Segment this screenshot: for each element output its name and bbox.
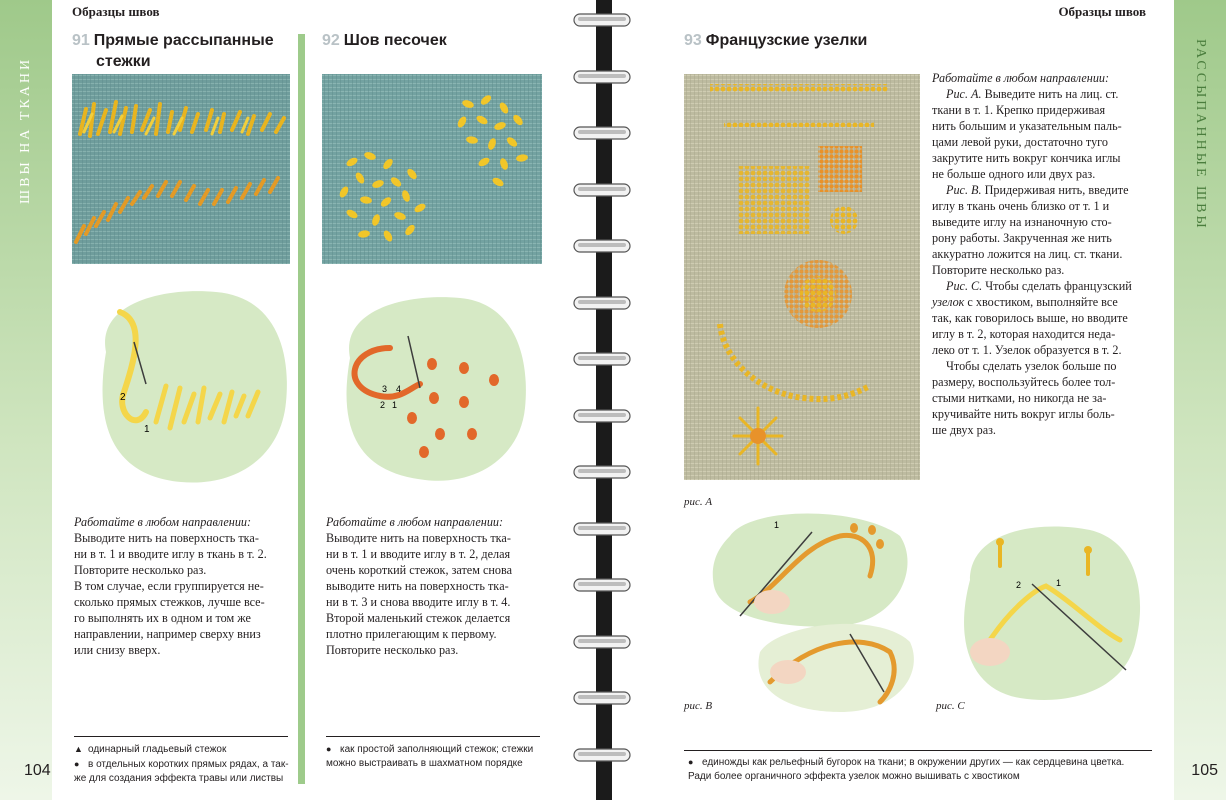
point-label: 1 <box>392 400 398 410</box>
binding-ring <box>572 517 632 541</box>
figure-label-a: рис. A <box>684 496 713 508</box>
right-side-strip <box>1174 0 1226 800</box>
footnote-line: единожды как рельефный бугорок на ткани; в окружении других — как сердцевина цветка. <box>702 757 1125 768</box>
illustration-fig-c <box>950 520 1146 706</box>
point-label: 3 <box>382 384 388 394</box>
footnote-rule-92 <box>326 736 540 737</box>
text-line: Выводите нить на поверхность тка- <box>326 531 511 545</box>
text-block-92 <box>326 514 550 658</box>
bullet-icon: ● <box>74 759 80 769</box>
text-line: сколько прямых стежков, лучше все- <box>74 595 265 609</box>
text-line: ше двух раз. <box>932 423 996 437</box>
divider-bar-91 <box>298 34 305 784</box>
footnote-93 <box>688 755 1158 784</box>
binding-ring <box>572 178 632 202</box>
footnote-line: как простой заполняющий стежок; стежки <box>340 744 534 755</box>
photo-straight-stitches <box>72 74 290 264</box>
footnote-rule-93 <box>684 750 1152 751</box>
binding-ring <box>572 460 632 484</box>
text-line: Выводите нить на поверхность тка- <box>74 531 259 545</box>
section-number: 93 <box>684 32 702 49</box>
figure-label-c: рис. C <box>936 700 965 712</box>
page-number-left: 104 <box>24 762 51 779</box>
triangle-icon: ▲ <box>74 744 83 754</box>
text-line: так, как говорилось выше, но вводите <box>932 311 1128 325</box>
text-line: размеру, воспользуйтесь более тол- <box>932 375 1116 389</box>
binding-ring <box>572 8 632 32</box>
section-number: 92 <box>322 32 340 49</box>
section-title-line2: стежки <box>96 53 151 70</box>
text-line: леко от т. 1. Узелок образуется в т. 2. <box>932 343 1122 357</box>
binding-ring <box>572 686 632 710</box>
text-line: выводите нить на поверхность ткa- <box>326 579 509 593</box>
text-line: очень короткий стежок, затем снова <box>326 563 513 577</box>
illustration-straight-stitches <box>86 282 296 492</box>
binding-ring <box>572 630 632 654</box>
text-line: Рис. А. Выведите нить на лиц. ст. <box>946 87 1119 101</box>
text-line: закрутите нить вокруг кончика иглы <box>932 151 1121 165</box>
section-91-header <box>72 30 274 72</box>
text-line: или снизу вверх. <box>74 643 161 657</box>
spiral-binding <box>572 0 632 800</box>
point-label: 1 <box>774 520 780 530</box>
text-line: ни в т. 3 и снова вводите иглу в т. 4. <box>326 595 511 609</box>
section-93-header <box>684 30 867 51</box>
binding-ring <box>572 234 632 258</box>
text-block-91 <box>74 514 298 658</box>
footnote-line: Ради более органичного эффекта узелок можно вышивать с хвостиком <box>688 771 1020 782</box>
text-line: аккуратно ложится на лиц. ст. ткани. <box>932 247 1123 261</box>
text-line: Второй маленький стежок делается <box>326 611 511 625</box>
text-block-93 <box>932 70 1162 438</box>
text-line: Рис. В. Придерживая нить, введите <box>946 183 1129 197</box>
text-lead: Работайте в любом направлении: <box>932 71 1110 85</box>
text-line: кручивайте нить вокруг иглы боль- <box>932 407 1115 421</box>
running-head-left: Образцы швов <box>72 4 160 19</box>
text-line: выведите иглу на изнаночную сто- <box>932 215 1112 229</box>
binding-ring <box>572 404 632 428</box>
illustration-seed-stitch <box>330 288 530 488</box>
section-title: Шов песочек <box>343 32 447 49</box>
binding-ring <box>572 347 632 371</box>
text-line: го выполнять их в одном и том же <box>74 611 251 625</box>
text-line: плотно прилегающим к первому. <box>326 627 497 641</box>
side-title-left: ШВЫ НА ТКАНИ <box>18 56 33 204</box>
text-lead: Работайте в любом направлении: <box>326 515 504 529</box>
point-label: 1 <box>1056 578 1062 588</box>
text-line: Повторите несколько раз. <box>932 263 1065 277</box>
text-lead: Работайте в любом направлении: <box>74 515 252 529</box>
photo-seed-stitch <box>322 74 542 264</box>
text-line: не больше одного или двух раз. <box>932 167 1096 181</box>
text-line: ткани в т. 1. Крепко придерживая <box>932 103 1106 117</box>
binding-ring <box>572 573 632 597</box>
footnote-line: можно выстраивать в шахматном порядке <box>326 758 523 769</box>
footnote-92 <box>326 742 556 771</box>
text-line: рону работы. Закрученная же нить <box>932 231 1112 245</box>
text-line: нить большим и указательным паль- <box>932 119 1122 133</box>
footnote-line: в отдельных коротких прямых рядах, а так- <box>88 759 289 770</box>
text-line: узелок с хвостиком, выполняйте все <box>932 295 1118 309</box>
point-label: 1 <box>144 424 150 435</box>
text-line: ни в т. 1 и вводите иглу в ткань в т. 2. <box>74 547 267 561</box>
text-line: ни в т. 1 и вводите иглу в т. 2, делая <box>326 547 511 561</box>
illustration-fig-b <box>740 612 924 716</box>
section-title: Французские узелки <box>705 32 868 49</box>
binding-ring <box>572 291 632 315</box>
section-number: 91 <box>72 32 90 49</box>
binding-ring <box>572 121 632 145</box>
page-number-right: 105 <box>1191 762 1218 779</box>
point-label: 2 <box>380 400 386 410</box>
text-line: Рис. С. Чтобы сделать французский <box>946 279 1132 293</box>
running-head-right: Образцы швов <box>1058 4 1146 19</box>
point-label: 4 <box>396 384 402 394</box>
footnote-rule-91 <box>74 736 288 737</box>
text-line: иглу в т. 2, которая находится неда- <box>932 327 1116 341</box>
bullet-icon: ● <box>326 744 332 754</box>
section-92-header <box>322 30 447 51</box>
side-title-right: РАССЫПАННЫЕ ШВЫ <box>1193 39 1208 231</box>
text-line: Повторите несколько раз. <box>74 563 207 577</box>
text-line: Чтобы сделать узелок больше по <box>946 359 1117 373</box>
binding-ring <box>572 65 632 89</box>
footnote-91 <box>74 742 300 786</box>
text-line: Повторите несколько раз. <box>326 643 459 657</box>
text-line: иглу в ткань очень близко от т. 1 и <box>932 199 1110 213</box>
text-line: направлении, например сверху вниз <box>74 627 261 641</box>
binding-ring <box>572 743 632 767</box>
point-label: 2 <box>1016 580 1022 590</box>
footnote-line: же для создания эффекта травы или листвы <box>74 773 284 784</box>
text-line: стыми нитками, но никогда не за- <box>932 391 1107 405</box>
figure-label-b: рис. B <box>684 700 713 712</box>
text-line: цами левой руки, достаточно туго <box>932 135 1108 149</box>
section-title: Прямые рассыпанные <box>93 32 274 49</box>
point-label: 2 <box>120 392 126 403</box>
bullet-icon: ● <box>688 757 694 767</box>
footnote-line: одинарный гладьевый стежок <box>88 744 227 755</box>
text-line: В том случае, если группируется не- <box>74 579 264 593</box>
photo-french-knots <box>684 74 920 480</box>
left-side-strip <box>0 0 52 800</box>
